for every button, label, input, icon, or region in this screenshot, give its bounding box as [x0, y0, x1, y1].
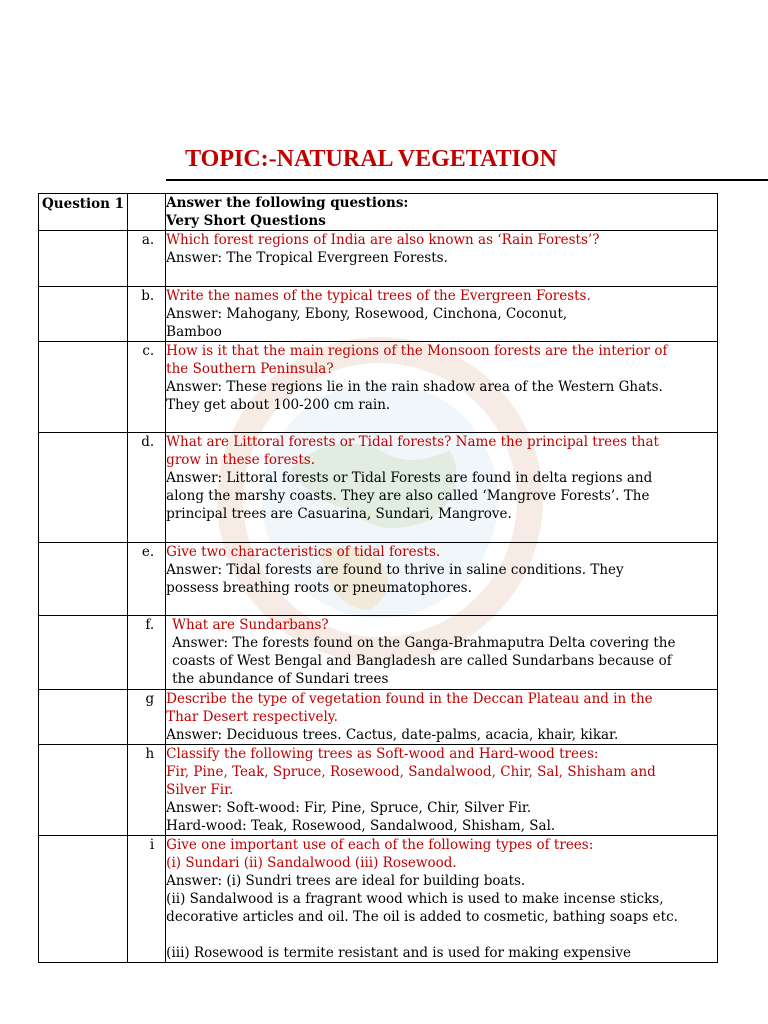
- question-text-line: What are Littoral forests or Tidal forests? Name the principal trees that: [166, 434, 659, 450]
- answer-text-line: Answer: (i) Sundri trees are ideal for building boats.: [166, 873, 526, 889]
- blank-cell: [39, 745, 128, 836]
- question-row: [39, 543, 718, 616]
- answer-text-line: the abundance of Sundari trees: [172, 671, 389, 687]
- table-header-row: [39, 194, 718, 231]
- question-text-line: (i) Sundari (ii) Sandalwood (iii) Rosewood.: [166, 855, 457, 871]
- answer-text-line: along the marshy coasts. They are also called ‘Mangrove Forests’. The: [166, 488, 650, 504]
- answer-text-line: (ii) Sandalwood is a fragrant wood which is used to make incense sticks,: [166, 891, 664, 907]
- blank-cell: [39, 433, 128, 543]
- answer-text-line: They get about 100-200 cm rain.: [166, 397, 391, 413]
- question-text-line: What are Sundarbans?: [172, 617, 329, 633]
- page-title: TOPIC:-NATURAL VEGETATION: [185, 146, 557, 172]
- question-text-line: Thar Desert respectively.: [166, 709, 338, 725]
- questions-table: [38, 193, 718, 963]
- blank-cell: [39, 690, 128, 745]
- question-answer-cell: [166, 616, 718, 690]
- question-row: [39, 433, 718, 543]
- question-text-line: grow in these forests.: [166, 452, 316, 468]
- question-answer-cell: [166, 690, 718, 745]
- blank-cell: [39, 543, 128, 616]
- question-marker: e.: [141, 544, 155, 560]
- answer-text-line: possess breathing roots or pneumatophores.: [166, 580, 472, 596]
- question-number-cell: [39, 194, 128, 231]
- answer-text-line: [166, 926, 717, 944]
- question-marker-cell: [128, 690, 166, 745]
- question-marker-cell: [128, 836, 166, 963]
- question-answer-cell: [166, 433, 718, 543]
- answer-text-line: Answer: Soft-wood: Fir, Pine, Spruce, Chir, Silver Fir.: [166, 800, 532, 816]
- blank-cell: [39, 287, 128, 342]
- section-title: Very Short Questions: [166, 213, 326, 229]
- question-answer-cell: [166, 745, 718, 836]
- question-row: [39, 745, 718, 836]
- answer-text-line: decorative articles and oil. The oil is added to cosmetic, bathing soaps etc.: [166, 909, 678, 925]
- question-row: [39, 287, 718, 342]
- question-marker-cell: [128, 433, 166, 543]
- question-text-line: Which forest regions of India are also known as ‘Rain Forests’?: [166, 232, 600, 248]
- blank-cell: [39, 616, 128, 690]
- answer-text-line: coasts of West Bengal and Bangladesh are called Sundarbans because of: [172, 653, 672, 669]
- question-answer-cell: [166, 543, 718, 616]
- question-marker: b.: [141, 288, 155, 304]
- question-row: [39, 836, 718, 963]
- header-instructions-cell: [166, 194, 718, 231]
- question-row: [39, 231, 718, 287]
- question-marker-cell: [128, 616, 166, 690]
- question-marker-cell: [128, 342, 166, 433]
- question-marker: d.: [141, 434, 155, 450]
- title-underline: [166, 179, 768, 181]
- answer-text-line: Answer: The Tropical Evergreen Forests.: [166, 250, 448, 266]
- question-row: [39, 690, 718, 745]
- question-marker: f.: [145, 617, 155, 633]
- question-marker-cell: [128, 543, 166, 616]
- answer-text-line: Answer: The forests found on the Ganga-Brahmaputra Delta covering the: [172, 635, 676, 651]
- question-text-line: Give one important use of each of the following types of trees:: [166, 837, 594, 853]
- question-answer-cell: [166, 836, 718, 963]
- question-marker: a.: [141, 232, 155, 248]
- answer-text-line: principal trees are Casuarina, Sundari, Mangrove.: [166, 506, 512, 522]
- question-text-line: How is it that the main regions of the Monsoon forests are the interior of: [166, 343, 668, 359]
- question-marker-cell: [128, 287, 166, 342]
- answer-text-line: Hard-wood: Teak, Rosewood, Sandalwood, Shisham, Sal.: [166, 818, 556, 834]
- answer-text-line: Answer: Littoral forests or Tidal Forests are found in delta regions and: [166, 470, 653, 486]
- answer-text-line: Answer: Deciduous trees. Cactus, date-palms, acacia, khair, kikar.: [166, 727, 619, 743]
- blank-cell: [39, 836, 128, 963]
- question-row: [39, 616, 718, 690]
- answer-text-line: Answer: Mahogany, Ebony, Rosewood, Cinchona, Coconut,: [166, 306, 568, 322]
- answer-text-line: Answer: These regions lie in the rain shadow area of the Western Ghats.: [166, 379, 663, 395]
- question-marker: g: [145, 691, 155, 707]
- question-number-label: Question 1: [42, 196, 125, 212]
- question-text-line: Fir, Pine, Teak, Spruce, Rosewood, Sandalwood, Chir, Sal, Shisham and: [166, 764, 656, 780]
- question-answer-cell: [166, 287, 718, 342]
- blank-cell: [39, 231, 128, 287]
- question-row: [39, 342, 718, 433]
- answer-text-line: Bamboo: [166, 324, 222, 340]
- question-marker: i: [149, 837, 155, 853]
- question-answer-cell: [166, 231, 718, 287]
- question-text-line: Silver Fir.: [166, 782, 234, 798]
- question-text-line: Describe the type of vegetation found in the Deccan Plateau and in the: [166, 691, 653, 707]
- question-marker: c.: [142, 343, 155, 359]
- question-text-line: Give two characteristics of tidal forests.: [166, 544, 441, 560]
- question-marker-cell: [128, 231, 166, 287]
- question-marker-cell: [128, 745, 166, 836]
- question-marker: h: [145, 746, 155, 762]
- header-spacer-cell: [128, 194, 166, 231]
- instruction-text: Answer the following questions:: [166, 195, 409, 211]
- answer-text-line: (iii) Rosewood is termite resistant and is used for making expensive: [166, 945, 632, 961]
- blank-cell: [39, 342, 128, 433]
- answer-text-line: Answer: Tidal forests are found to thrive in saline conditions. They: [166, 562, 624, 578]
- question-answer-cell: [166, 342, 718, 433]
- question-text-line: the Southern Peninsula?: [166, 361, 334, 377]
- question-text-line: Write the names of the typical trees of the Evergreen Forests.: [166, 288, 591, 304]
- question-text-line: Classify the following trees as Soft-wood and Hard-wood trees:: [166, 746, 599, 762]
